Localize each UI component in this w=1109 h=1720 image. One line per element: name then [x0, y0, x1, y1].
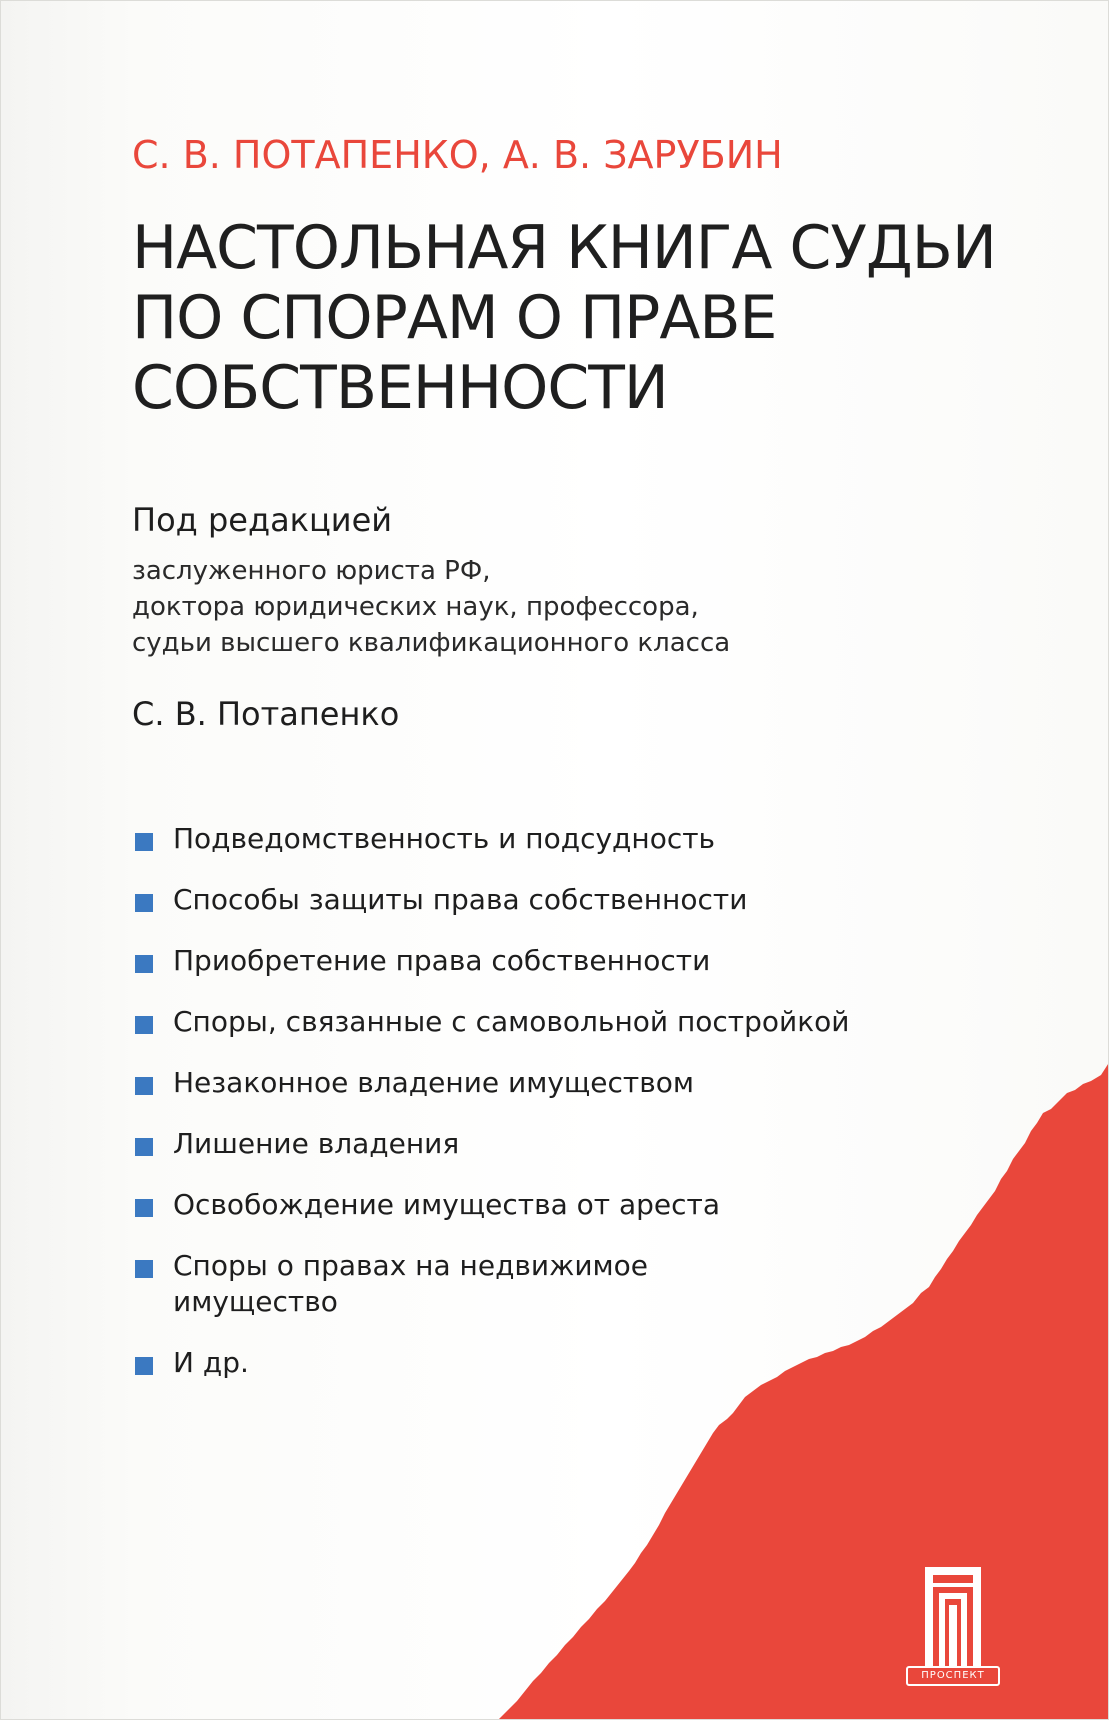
editor-credential-line: заслуженного юриста РФ, [132, 556, 491, 586]
authors: С. В. ПОТАПЕНКО, А. В. ЗАРУБИН [132, 133, 783, 177]
editor-name: С. В. Потапенко [132, 695, 400, 733]
topic-text: Незаконное владение имуществом [173, 1066, 694, 1099]
topic-text: Лишение владения [173, 1127, 460, 1160]
editor-heading: Под редакцией [132, 501, 393, 539]
square-bullet-icon [135, 1260, 153, 1278]
topic-item [135, 1187, 933, 1223]
square-bullet-icon [135, 1138, 153, 1156]
topic-text: Подведомственность и подсудность [173, 822, 716, 855]
square-bullet-icon [135, 1357, 153, 1375]
topic-item [135, 821, 933, 857]
topic-text: Споры о правах на недвижимое [173, 1249, 649, 1282]
square-bullet-icon [135, 1016, 153, 1034]
square-bullet-icon [135, 1199, 153, 1217]
book-title [132, 213, 1032, 423]
topic-item [135, 1345, 933, 1381]
editor-credentials [132, 553, 730, 661]
topic-text: Способы защиты права собственности [173, 883, 748, 916]
title-line: СОБСТВЕННОСТИ [132, 353, 668, 423]
topics-list [135, 821, 933, 1406]
topic-text: Приобретение права собственности [173, 944, 711, 977]
topic-item [135, 1004, 933, 1040]
topic-text: имущество [173, 1285, 338, 1318]
title-line: ПО СПОРАМ О ПРАВЕ [132, 283, 777, 353]
topic-text: Освобождение имущества от ареста [173, 1188, 721, 1221]
topic-text: И др. [173, 1346, 249, 1379]
square-bullet-icon [135, 1077, 153, 1095]
square-bullet-icon [135, 894, 153, 912]
square-bullet-icon [135, 833, 153, 851]
title-line: НАСТОЛЬНАЯ КНИГА СУДЬИ [132, 213, 996, 283]
publisher-logo [903, 1561, 1003, 1691]
topic-item [135, 1065, 933, 1101]
topic-item [135, 1248, 933, 1320]
topic-item [135, 1126, 933, 1162]
topic-item [135, 943, 933, 979]
topic-text: Споры, связанные с самовольной постройкой [173, 1005, 850, 1038]
editor-credential-line: судьи высшего квалификационного класса [132, 628, 731, 658]
topic-item [135, 882, 933, 918]
square-bullet-icon [135, 955, 153, 973]
publisher-name: ПРОСПЕКТ [921, 1670, 985, 1681]
editor-credential-line: доктора юридических наук, профессора, [132, 592, 699, 622]
